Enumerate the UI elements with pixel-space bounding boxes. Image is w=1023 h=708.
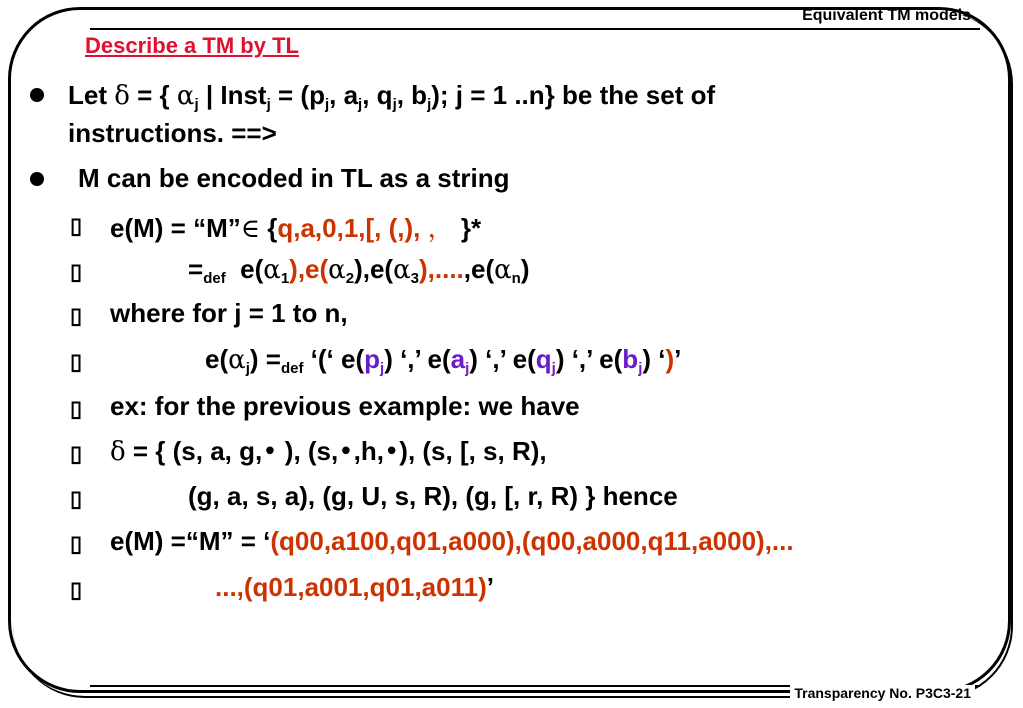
sub-bullet-marker: ▯ — [70, 259, 83, 284]
sub-bullet-marker: ▯ — [70, 349, 83, 374]
sub-bullet-marker: ▯ — [70, 213, 83, 238]
def-line: $=_{def}$ $e(\alpha_1),e(\alpha_2),e(\alpha_3),....,e(\alpha_n)$ — [188, 254, 530, 287]
sub-bullet-marker: ▯ — [70, 486, 83, 511]
slide-title: Describe a TM by TL — [85, 33, 299, 58]
sub-bullet-marker: ▯ — [70, 396, 83, 421]
sub-bullet-marker: ▯ — [70, 577, 83, 602]
bullet-1-line-2: instructions. ==> — [68, 118, 277, 148]
delta-line-2: (g, a, s, a), (g, U, s, R), (g, [, r, R) } hence — [188, 481, 678, 511]
bullet-dot — [30, 172, 44, 186]
bullet-dot — [30, 88, 44, 102]
alpha-encoding-line: $e(\alpha_j) =_{def}$ ‘(‘ $e(p_j)$ ‘,’ $e(a_j)$ ‘,’ $e(q_j)$ ‘,’ $e(b_j)$ ‘)’ — [205, 344, 682, 377]
header-title: Equivalent TM models — [802, 7, 971, 24]
encoded-string-line: e(M) =“M” = ‘(q00,a100,q01,a000),(q00,a000,q11,a000),... — [110, 526, 794, 556]
sub-bullet-marker: ▯ — [70, 531, 83, 556]
example-line: ex: for the previous example: we have — [110, 391, 580, 421]
delta-line: δ = { (s, a, g,• ), (s,•,h,•), (s, [, s, R), — [110, 436, 547, 467]
bullet-2: M can be encoded in TL as a string — [78, 163, 510, 193]
sub-bullet-marker: ▯ — [70, 303, 83, 328]
bullet-1-line-1: Let δ = { $\alpha_j$ | Inst$_j$ = ($p_j$, $a_j$, $q_j$, $b_j$); j = 1 ..n} be the set of — [68, 80, 716, 113]
encoding-line: e(M) = “M”∈ {q,a,0,1,[, (,), ， }* — [110, 213, 482, 244]
header-rule — [90, 28, 980, 30]
footer-label: Transparency No. P3C3-21 — [790, 685, 975, 701]
encoded-string-line-2: ...,(q01,a001,q01,a011)’ — [215, 572, 494, 602]
sub-bullet-marker: ▯ — [70, 441, 83, 466]
where-line: where for j = 1 to n, — [110, 298, 348, 328]
